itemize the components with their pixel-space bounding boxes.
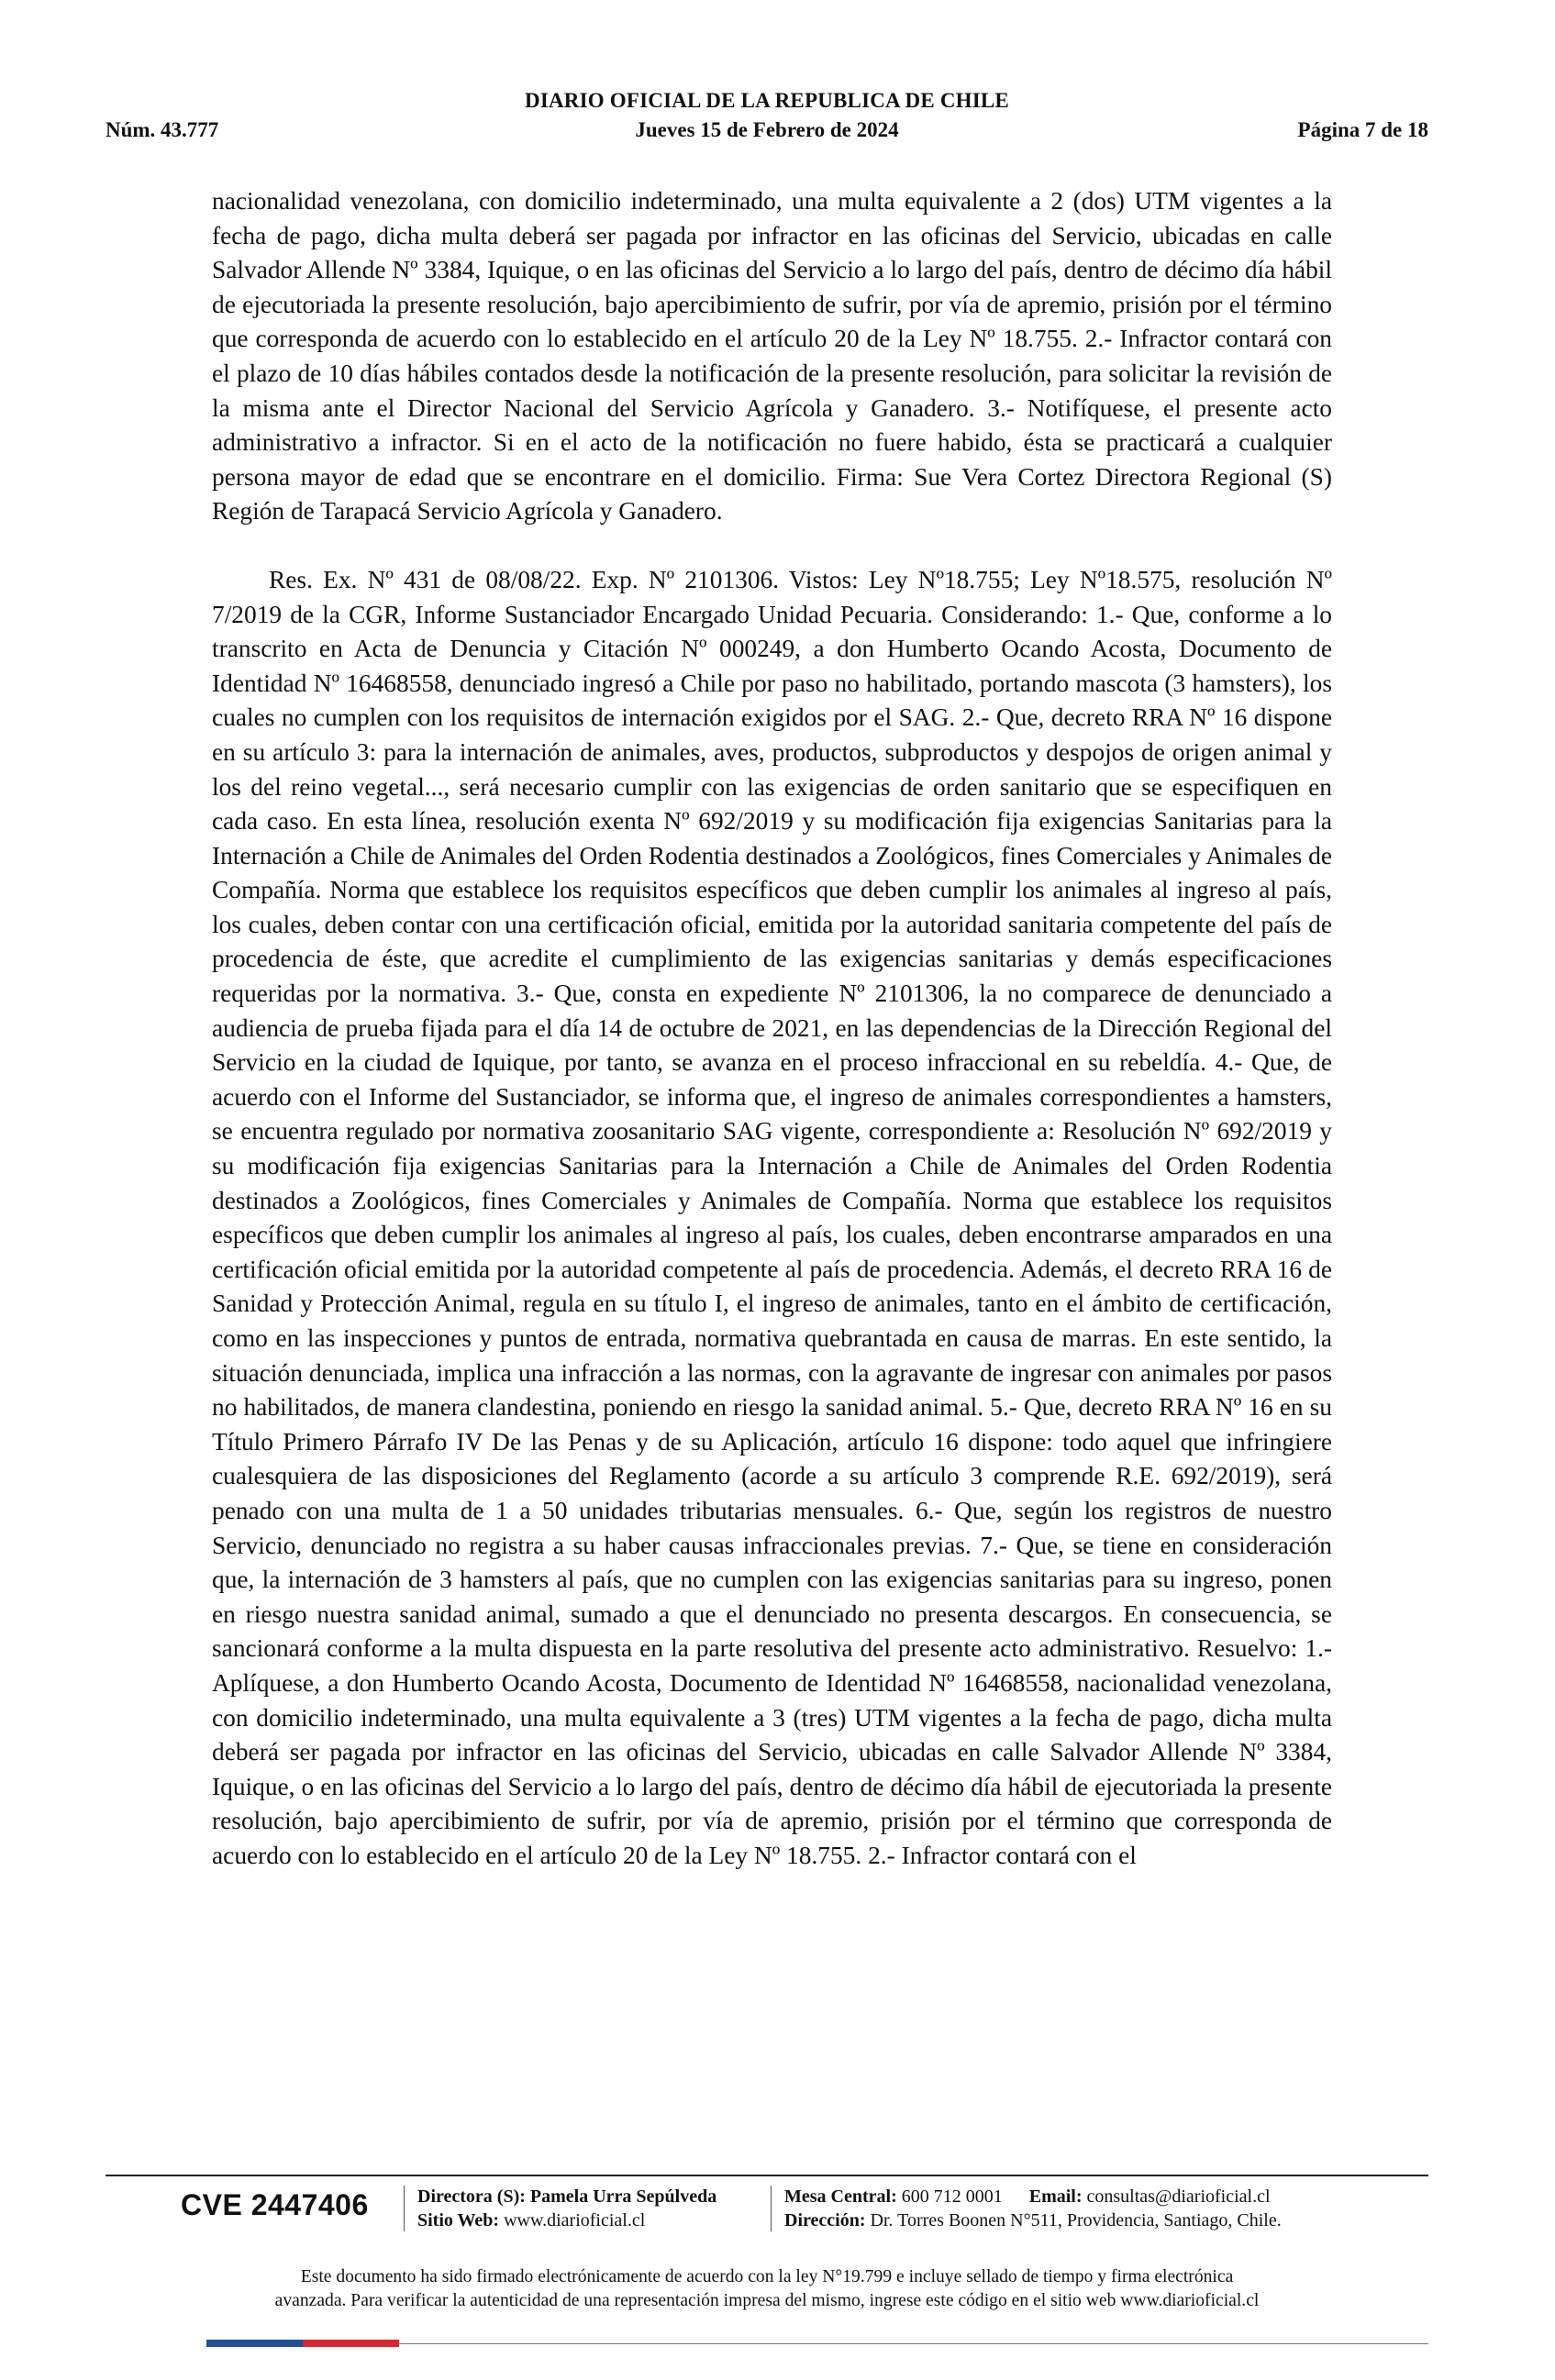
address-value: Dr. Torres Boonen N°511, Providencia, Santiago, Chile. <box>870 2210 1282 2231</box>
page-header <box>106 89 1428 153</box>
body-paragraph: Res. Ex. Nº 431 de 08/08/22. Exp. Nº 2101306. Vistos: Ley Nº18.755; Ley Nº18.575, resolución Nº 7/2019 de la CGR, Informe Sustanciador Encargado Unidad Pecuaria. Considerando: 1.- Que, conforme a lo transcrito en Acta de Denuncia y Citación Nº 000249, a don Humberto Ocando Acosta, Documento de Identidad Nº 16468558, denunciado ingresó a Chile por paso no habilitado, portando mascota (3 hamsters), los cuales no cumplen con los requisitos de internación exigidos por el SAG. 2.- Que, decreto RRA Nº 16 dispone en su artículo 3: para la internación de animales, aves, productos, subproductos y despojos de origen animal y los del reino vegetal..., será necesario cumplir con las exigencias de orden sanitario que se especifiquen en cada caso. En esta línea, resolución exenta Nº 692/2019 y su modificación fija exigencias Sanitarias para la Internación a Chile de Animales del Orden Rodentia destinados a Zoológicos, fines Comerciales y Animales de Compañía. Norma que establece los requisitos específicos que deben cumplir los animales al ingreso al país, los cuales, deben contar con una certificación oficial, emitida por la autoridad sanitaria competente del país de procedencia de éste, que acredite el cumplimiento de las exigencias sanitarias y demás especificaciones requeridas por la normativa. 3.- Que, consta en expediente Nº 2101306, la no comparece de denunciado a audiencia de prueba fijada para el día 14 de octubre de 2021, en las dependencias de la Dirección Regional del Servicio en la ciudad de Iquique, por tanto, se avanza en el proceso infraccional en su rebeldía. 4.- Que, de acuerdo con el Informe del Sustanciador, se informa que, el ingreso de animales correspondientes a hamsters, se encuentra regulado por normativa zoosanitario SAG vigente, correspondiente a: Resolución Nº 692/2019 y su modificación fija exigencias Sanitarias para la Internación a Chile de Animales del Orden Rodentia destinados a Zoológicos, fines Comerciales y Animales de Compañía. Norma que establece los requisitos específicos que deben cumplir los animales al ingreso al país, los cuales, deben encontrarse amparados en una certificación oficial emitida por la autoridad competente al país de procedencia. Además, el decreto RRA 16 de Sanidad y Protección Animal, regula en su título I, el ingreso de animales, tanto en el ámbito de certificación, como en las inspecciones y puntos de entrada, normativa quebrantada en causa de marras. En este sentido, la situación denunciada, implica una infracción a las normas, con la agravante de ingresar con animales por pasos no habilitados, de manera clandestina, poniendo en riesgo la sanidad animal. 5.- Que, decreto RRA Nº 16 en su Título Primero Párrafo IV De las Penas y de su Aplicación, artículo 16 dispone: todo aquel que infringiere cualesquiera de las disposiciones del Reglamento (acorde a su artículo 3 comprende R.E. 692/2019), será penado con una multa de 1 a 50 unidades tributarias mensuales. 6.- Que, según los registros de nuestro Servicio, denunciado no registra a su haber causas infraccionales previas. 7.- Que, se tiene en consideración que, la internación de 3 hamsters al país, que no cumplen con las exigencias sanitarias para su ingreso, ponen en riesgo nuestra sanidad animal, sumado a que el denunciado no presenta descargos. En consecuencia, se sancionará conforme a la multa dispuesta en la parte resolutiva del presente acto administrativo. Resuelvo: 1.- Aplíquese, a don Humberto Ocando Acosta, Documento de Identidad Nº 16468558, nacionalidad venezolana, con domicilio indeterminado, una multa equivalente a 3 (tres) UTM vigentes a la fecha de pago, dicha multa deberá ser pagada por infractor en las oficinas del Servicio, ubicadas en calle Salvador Allende Nº 3384, Iquique, o en las oficinas del Servicio a lo largo del país, dentro de décimo día hábil de ejecutoriada la presente resolución, bajo apercibimiento de sufrir, por vía de apremio, prisión por el término que corresponda de acuerdo con lo establecido en el artículo 20 de la Ley Nº 18.755. 2.- Infractor contará con el <box>212 565 1332 1869</box>
footer-contact-info <box>784 2185 1282 2232</box>
chile-flag-stripe <box>206 2340 399 2347</box>
signature-notice <box>106 2265 1428 2313</box>
mesa-central-label: Mesa Central: <box>784 2186 897 2207</box>
flag-red-segment <box>303 2340 399 2347</box>
cve-code: CVE 2447406 <box>181 2188 369 2221</box>
issue-date: Jueves 15 de Febrero de 2024 <box>635 118 899 141</box>
website-link[interactable]: www.diarioficial.cl <box>504 2210 646 2231</box>
website-label: Sitio Web: <box>417 2210 500 2231</box>
footer-divider <box>106 2175 1428 2176</box>
footer-publisher-info <box>417 2185 716 2232</box>
notice-line: Este documento ha sido firmado electrónicamente de acuerdo con la ley N°19.799 e incluye sellado de tiempo y firma electrónica <box>300 2267 1234 2286</box>
page-footer <box>106 2183 1428 2238</box>
mesa-central-phone: 600 712 0001 <box>901 2186 1003 2207</box>
body-paragraph: nacionalidad venezolana, con domicilio indeterminado, una multa equivalente a 2 (dos) UTM vigentes a la fecha de pago, dicha multa deberá ser pagada por infractor en las oficinas del Servicio, ubicadas en calle Salvador Allende Nº 3384, Iquique, o en las oficinas del Servicio a lo largo del país, dentro de décimo día hábil de ejecutoriada la presente resolución, bajo apercibimiento de sufrir, por vía de apremio, prisión por el término que corresponda de acuerdo con lo establecido en el artículo 20 de la Ley Nº 18.755. 2.- Infractor contará con el plazo de 10 días hábiles contados desde la notificación de la presente resolución, para solicitar la revisión de la misma ante el Director Nacional del Servicio Agrícola y Ganadero. 3.- Notifíquese, el presente acto administrativo a infractor. Si en el acto de la notificación no fuere habido, ésta se practicará a cualquier persona mayor de edad que se encontrare en el domicilio. Firma: Sue Vera Cortez Directora Regional (S) Región de Tarapacá Servicio Agrícola y Ganadero. <box>212 187 1332 526</box>
address-label: Dirección: <box>784 2210 866 2231</box>
page-number: Página 7 de 18 <box>1297 118 1428 141</box>
director-name: Directora (S): Pamela Urra Sepúlveda <box>417 2186 717 2207</box>
notice-line: avanzada. Para verificar la autenticidad de una representación impresa del mismo, ingrese este código en el sitio web www.diarioficial.cl <box>274 2291 1260 2310</box>
flag-blue-segment <box>206 2340 303 2347</box>
publication-title: DIARIO OFICIAL DE LA REPUBLICA DE CHILE <box>525 89 1009 112</box>
contact-line <box>784 2185 1282 2208</box>
bottom-rule <box>399 2343 1428 2344</box>
document-body <box>212 184 1332 1874</box>
email-label: Email: <box>1028 2186 1083 2207</box>
footer-separator <box>771 2186 772 2231</box>
footer-separator <box>404 2186 405 2231</box>
address-line <box>784 2208 1282 2232</box>
issue-number: Núm. 43.777 <box>106 118 219 141</box>
email-link[interactable]: consultas@diarioficial.cl <box>1086 2186 1271 2207</box>
website-line <box>417 2208 716 2232</box>
